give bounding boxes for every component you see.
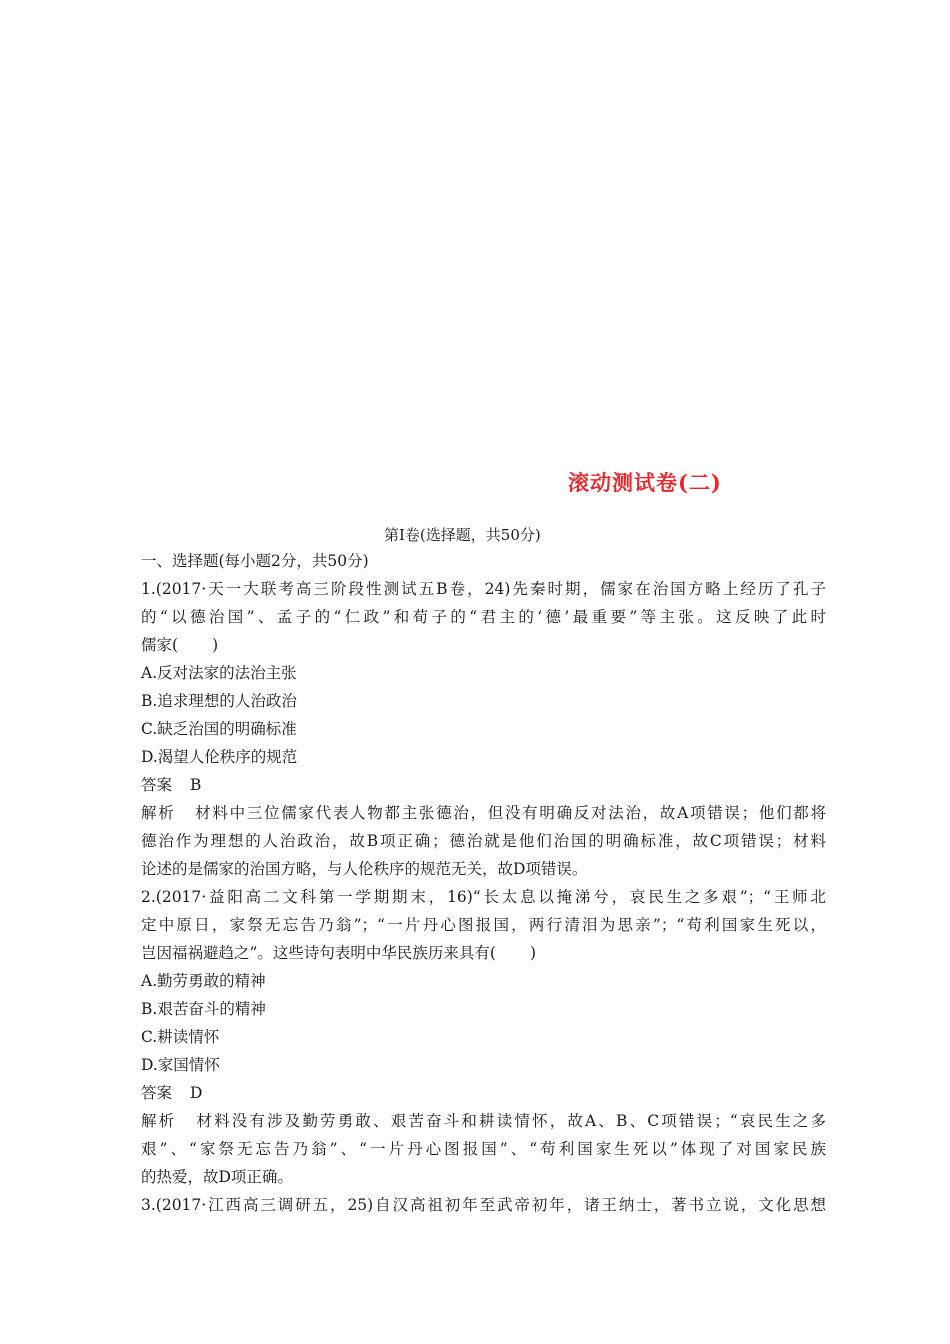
analysis-label: 解析 [141, 804, 176, 822]
q1-stem-line-3 [141, 631, 826, 659]
q2-option-d: D.家国情怀 [141, 1056, 220, 1074]
q2-option-a: A.勤劳勇敢的精神 [141, 972, 266, 990]
q1-stem-line-2: 的“以德治国”、孟子的“仁政”和荀子的“君主的‘德’最重要”等主张。这反映了此时 [141, 608, 826, 626]
q1-option-a: A.反对法家的法治主张 [141, 664, 297, 682]
q1-stem-line-1: 1.(2017·天一大联考高三阶段性测试五B卷，24)先秦时期，儒家在治国方略上经历了孔子 [141, 580, 826, 598]
q2-answer [141, 1079, 826, 1107]
q2-stem-line-2: 定中原日，家祭无忘告乃翁”；“一片丹心图报国，两行清泪为思亲”；“苟利国家生死以， [141, 916, 826, 934]
section-heading: 第Ⅰ卷(选择题，共50分) [384, 526, 541, 544]
analysis-text: 材料没有涉及勤劳勇敢、艰苦奋斗和耕读情怀，故A、B、C项错误；“哀民生之多 [194, 1112, 826, 1130]
q2-stem-close: ) [529, 944, 537, 962]
answer-label: 答案 [141, 776, 173, 794]
q2-option-c: C.耕读情怀 [141, 1028, 220, 1046]
q1-option-b: B.追求理想的人治政治 [141, 692, 297, 710]
q1-stem-text: 儒家( [141, 636, 179, 654]
q2-option-b: B.艰苦奋斗的精神 [141, 1000, 266, 1018]
q1-analysis-line-1 [141, 799, 826, 827]
answer-value: B [190, 776, 202, 794]
q1-option-d: D.渴望人伦秩序的规范 [141, 748, 298, 766]
q1-answer [141, 771, 826, 799]
q2-analysis-line-2: 艰”、“家祭无忘告乃翁”、“一片丹心图报国”、“苟利国家生死以”体现了对国家民族 [141, 1140, 826, 1158]
q2-stem-line-3 [141, 939, 826, 967]
q1-stem-close: ) [212, 636, 219, 654]
answer-label: 答案 [141, 1084, 173, 1102]
q2-analysis-line-3: 的热爱，故D项正确。 [141, 1168, 293, 1186]
question-content [141, 547, 826, 1219]
part-heading: 一、选择题(每小题2分，共50分) [141, 552, 369, 570]
q3-stem-line-1: 3.(2017·江西高三调研五，25)自汉高祖初年至武帝初年，诸王纳士，著书立说，文化思想 [141, 1196, 826, 1214]
exam-title: 滚动测试卷(二) [568, 470, 722, 495]
q1-analysis-line-2: 德治作为理想的人治政治，故B项正确；德治就是他们治国的明确标准，故C项错误；材料 [141, 832, 826, 850]
analysis-label: 解析 [141, 1112, 177, 1130]
q2-stem-line-1: 2.(2017·益阳高二文科第一学期期末，16)“长太息以掩涕兮，哀民生之多艰”；“王师北 [141, 888, 826, 906]
q2-stem-text: 岂因福祸避趋之”。这些诗句表明中华民族历来具有( [141, 944, 496, 962]
q1-option-c: C.缺乏治国的明确标准 [141, 720, 297, 738]
analysis-text: 材料中三位儒家代表人物都主张德治，但没有明确反对法治，故A项错误；他们都将 [193, 804, 826, 822]
q2-analysis-line-1 [141, 1107, 826, 1135]
answer-value: D [190, 1084, 203, 1102]
q1-analysis-line-3: 论述的是儒家的治国方略，与人伦秩序的规范无关，故D项错误。 [141, 860, 588, 878]
